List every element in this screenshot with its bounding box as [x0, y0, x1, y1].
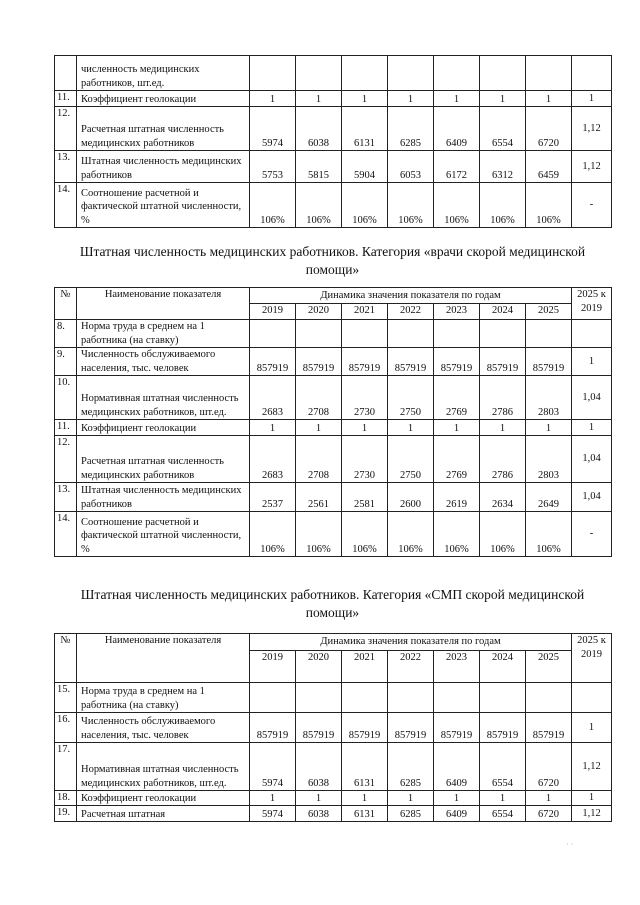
value-cell — [342, 320, 388, 348]
indicator-name: Штатная численность медицинских работников — [77, 151, 250, 183]
value-cell — [434, 320, 480, 348]
section-heading-doctors: Штатная численность медицинских работников. Категория «врачи скорой медицинской помощи» — [79, 244, 586, 277]
indicator-name: Численность обслуживаемого населения, тыс. человек — [77, 348, 250, 376]
row-number: 15. — [55, 683, 77, 713]
value-cell: 2786 — [480, 376, 526, 420]
value-cell: 6409 — [434, 806, 480, 822]
value-cell: 6131 — [342, 743, 388, 791]
row-number — [55, 56, 77, 91]
indicator-name: Расчетная штатная — [77, 806, 250, 822]
value-cell: 2769 — [434, 376, 480, 420]
value-cell: 1 — [480, 91, 526, 107]
value-cell: 6131 — [342, 806, 388, 822]
section-heading-smp: Штатная численность медицинских работников. Категория «СМП скорой медицинской помощи» — [80, 587, 585, 620]
row-number: 12. — [55, 107, 77, 151]
value-cell: 106% — [296, 183, 342, 228]
value-cell — [388, 56, 434, 91]
table-row — [55, 91, 612, 107]
indicator-name: численность медицинских работников, шт.ед. — [77, 56, 250, 91]
value-cell — [480, 56, 526, 91]
col-header-name: Наименование показателя — [77, 634, 250, 683]
indicator-name: Нормативная штатная численность медицинских работников, шт.ед. — [77, 743, 250, 791]
indicator-name: Расчетная штатная численность медицинских работников — [77, 107, 250, 151]
ratio-cell: 1,12 — [572, 151, 612, 183]
value-cell: 6053 — [388, 151, 434, 183]
value-cell: 6312 — [480, 151, 526, 183]
value-cell: 6038 — [296, 743, 342, 791]
row-number: 14. — [55, 512, 77, 557]
year-header: 2021 — [342, 304, 388, 320]
value-cell: 6131 — [342, 107, 388, 151]
value-cell: 106% — [434, 183, 480, 228]
value-cell — [480, 320, 526, 348]
row-number: 18. — [55, 791, 77, 806]
row-number: 10. — [55, 376, 77, 420]
value-cell — [342, 683, 388, 713]
value-cell: 2649 — [526, 483, 572, 512]
table-row — [55, 791, 612, 806]
table-row — [55, 56, 612, 91]
ratio-cell: 1 — [572, 420, 612, 436]
col-header-ratio: 2025 к 2019 — [572, 288, 612, 320]
row-number: 17. — [55, 743, 77, 791]
row-number: 9. — [55, 348, 77, 376]
value-cell: 5753 — [250, 151, 296, 183]
value-cell: 2683 — [250, 436, 296, 483]
value-cell: 2750 — [388, 436, 434, 483]
value-cell: 1 — [434, 420, 480, 436]
value-cell: 106% — [250, 183, 296, 228]
year-header: 2024 — [480, 304, 526, 320]
value-cell: 5974 — [250, 806, 296, 822]
value-cell: 1 — [388, 791, 434, 806]
ratio-cell: - — [572, 512, 612, 557]
value-cell — [434, 56, 480, 91]
indicator-name: Коэффициент геолокации — [77, 91, 250, 107]
table-row — [55, 348, 612, 376]
value-cell: 857919 — [480, 713, 526, 743]
col-header-name: Наименование показателя — [77, 288, 250, 320]
value-cell: 1 — [388, 420, 434, 436]
year-header: 2021 — [342, 651, 388, 683]
row-number: 16. — [55, 713, 77, 743]
value-cell: 106% — [526, 512, 572, 557]
row-number: 11. — [55, 420, 77, 436]
value-cell: 6038 — [296, 806, 342, 822]
indicator-name: Расчетная штатная численность медицинских работников — [77, 436, 250, 483]
value-cell: 1 — [296, 91, 342, 107]
value-cell: 6172 — [434, 151, 480, 183]
row-number: 11. — [55, 91, 77, 107]
ratio-cell — [572, 56, 612, 91]
value-cell: 106% — [388, 183, 434, 228]
staffing-table-smp — [54, 633, 612, 822]
ratio-cell: 1 — [572, 791, 612, 806]
ratio-cell: 1,12 — [572, 806, 612, 822]
value-cell: 2803 — [526, 376, 572, 420]
year-header: 2020 — [296, 304, 342, 320]
value-cell: 6720 — [526, 743, 572, 791]
value-cell: 857919 — [296, 348, 342, 376]
value-cell — [250, 56, 296, 91]
value-cell — [250, 320, 296, 348]
col-header-ratio: 2025 к 2019 — [572, 634, 612, 683]
value-cell: 2786 — [480, 436, 526, 483]
col-header-dynamics: Динамика значения показателя по годам — [250, 634, 572, 651]
indicator-name: Норма труда в среднем на 1 работника (на ставку) — [77, 683, 250, 713]
indicator-name: Норма труда в среднем на 1 работника (на ставку) — [77, 320, 250, 348]
table-row — [55, 436, 612, 483]
value-cell: 106% — [480, 183, 526, 228]
indicator-name: Численность обслуживаемого населения, тыс. человек — [77, 713, 250, 743]
value-cell: 857919 — [388, 348, 434, 376]
value-cell — [388, 320, 434, 348]
value-cell — [388, 683, 434, 713]
value-cell: 6554 — [480, 806, 526, 822]
value-cell — [296, 56, 342, 91]
staffing-table-doctors — [54, 287, 612, 557]
value-cell: 1 — [250, 420, 296, 436]
value-cell — [296, 320, 342, 348]
value-cell: 106% — [526, 183, 572, 228]
row-number: 12. — [55, 436, 77, 483]
ratio-cell: 1 — [572, 713, 612, 743]
value-cell: 6409 — [434, 107, 480, 151]
value-cell: 6285 — [388, 806, 434, 822]
table-row — [55, 806, 612, 822]
ratio-cell: 1,04 — [572, 436, 612, 483]
value-cell: 2708 — [296, 376, 342, 420]
value-cell: 2708 — [296, 436, 342, 483]
year-header: 2023 — [434, 304, 480, 320]
scan-speck: · · — [566, 840, 574, 849]
value-cell: 1 — [388, 91, 434, 107]
table-row — [55, 420, 612, 436]
value-cell: 1 — [434, 91, 480, 107]
value-cell: 106% — [434, 512, 480, 557]
table-row — [55, 743, 612, 791]
value-cell: 5815 — [296, 151, 342, 183]
value-cell: 6285 — [388, 107, 434, 151]
value-cell: 106% — [342, 183, 388, 228]
value-cell: 5974 — [250, 743, 296, 791]
value-cell: 2683 — [250, 376, 296, 420]
value-cell — [434, 683, 480, 713]
value-cell: 2634 — [480, 483, 526, 512]
value-cell: 1 — [296, 791, 342, 806]
ratio-cell: 1,12 — [572, 107, 612, 151]
year-header: 2022 — [388, 651, 434, 683]
table-row — [55, 683, 612, 713]
year-header: 2019 — [250, 651, 296, 683]
value-cell: 6038 — [296, 107, 342, 151]
value-cell: 1 — [250, 791, 296, 806]
year-header: 2025 — [526, 651, 572, 683]
value-cell — [526, 56, 572, 91]
value-cell: 2750 — [388, 376, 434, 420]
value-cell: 1 — [480, 791, 526, 806]
value-cell: 1 — [526, 91, 572, 107]
value-cell: 857919 — [388, 713, 434, 743]
value-cell: 857919 — [480, 348, 526, 376]
value-cell: 1 — [342, 420, 388, 436]
table-row — [55, 183, 612, 228]
year-header: 2023 — [434, 651, 480, 683]
value-cell — [250, 683, 296, 713]
table-row — [55, 713, 612, 743]
row-number: 13. — [55, 151, 77, 183]
ratio-cell: 1 — [572, 91, 612, 107]
value-cell: 2561 — [296, 483, 342, 512]
value-cell: 6554 — [480, 107, 526, 151]
value-cell: 857919 — [342, 713, 388, 743]
value-cell: 1 — [526, 791, 572, 806]
value-cell: 857919 — [434, 348, 480, 376]
ratio-cell: 1 — [572, 348, 612, 376]
value-cell: 6409 — [434, 743, 480, 791]
ratio-cell: 1,04 — [572, 483, 612, 512]
row-number: 8. — [55, 320, 77, 348]
value-cell: 857919 — [250, 348, 296, 376]
value-cell: 2803 — [526, 436, 572, 483]
value-cell: 6720 — [526, 107, 572, 151]
value-cell: 6554 — [480, 743, 526, 791]
value-cell: 1 — [342, 91, 388, 107]
col-header-num: № — [55, 288, 77, 320]
value-cell: 2537 — [250, 483, 296, 512]
ratio-cell — [572, 320, 612, 348]
value-cell: 1 — [296, 420, 342, 436]
value-cell: 2769 — [434, 436, 480, 483]
table-row — [55, 151, 612, 183]
value-cell: 6459 — [526, 151, 572, 183]
table-row — [55, 512, 612, 557]
col-header-num: № — [55, 634, 77, 683]
value-cell — [342, 56, 388, 91]
value-cell: 106% — [296, 512, 342, 557]
value-cell: 6285 — [388, 743, 434, 791]
indicator-name: Коэффициент геолокации — [77, 791, 250, 806]
ratio-cell — [572, 683, 612, 713]
year-header: 2024 — [480, 651, 526, 683]
value-cell — [526, 320, 572, 348]
value-cell: 1 — [250, 91, 296, 107]
value-cell: 2619 — [434, 483, 480, 512]
value-cell — [480, 683, 526, 713]
value-cell: 5974 — [250, 107, 296, 151]
year-header: 2019 — [250, 304, 296, 320]
row-number: 13. — [55, 483, 77, 512]
value-cell: 857919 — [250, 713, 296, 743]
row-number: 19. — [55, 806, 77, 822]
value-cell: 2730 — [342, 436, 388, 483]
indicator-name: Штатная численность медицинских работников — [77, 483, 250, 512]
indicator-name: Нормативная штатная численность медицинских работников, шт.ед. — [77, 376, 250, 420]
value-cell: 857919 — [342, 348, 388, 376]
value-cell: 106% — [342, 512, 388, 557]
ratio-cell: 1,04 — [572, 376, 612, 420]
table-row — [55, 376, 612, 420]
row-number: 14. — [55, 183, 77, 228]
value-cell — [526, 683, 572, 713]
table-row — [55, 483, 612, 512]
ratio-cell: - — [572, 183, 612, 228]
value-cell: 106% — [480, 512, 526, 557]
value-cell: 2581 — [342, 483, 388, 512]
value-cell: 1 — [526, 420, 572, 436]
value-cell: 1 — [342, 791, 388, 806]
value-cell: 2600 — [388, 483, 434, 512]
value-cell — [296, 683, 342, 713]
year-header: 2020 — [296, 651, 342, 683]
value-cell: 857919 — [526, 348, 572, 376]
indicator-name: Соотношение расчетной и фактической штатной численности, % — [77, 512, 250, 557]
value-cell: 106% — [250, 512, 296, 557]
indicator-name: Коэффициент геолокации — [77, 420, 250, 436]
value-cell: 6720 — [526, 806, 572, 822]
value-cell: 2730 — [342, 376, 388, 420]
year-header: 2025 — [526, 304, 572, 320]
year-header: 2022 — [388, 304, 434, 320]
indicator-name: Соотношение расчетной и фактической штатной численности, % — [77, 183, 250, 228]
value-cell: 857919 — [434, 713, 480, 743]
staffing-table-continued — [54, 55, 612, 228]
col-header-dynamics: Динамика значения показателя по годам — [250, 288, 572, 304]
value-cell: 857919 — [526, 713, 572, 743]
value-cell: 106% — [388, 512, 434, 557]
table-row — [55, 107, 612, 151]
ratio-cell: 1,12 — [572, 743, 612, 791]
value-cell: 1 — [480, 420, 526, 436]
value-cell: 1 — [434, 791, 480, 806]
table-row — [55, 320, 612, 348]
value-cell: 857919 — [296, 713, 342, 743]
value-cell: 5904 — [342, 151, 388, 183]
